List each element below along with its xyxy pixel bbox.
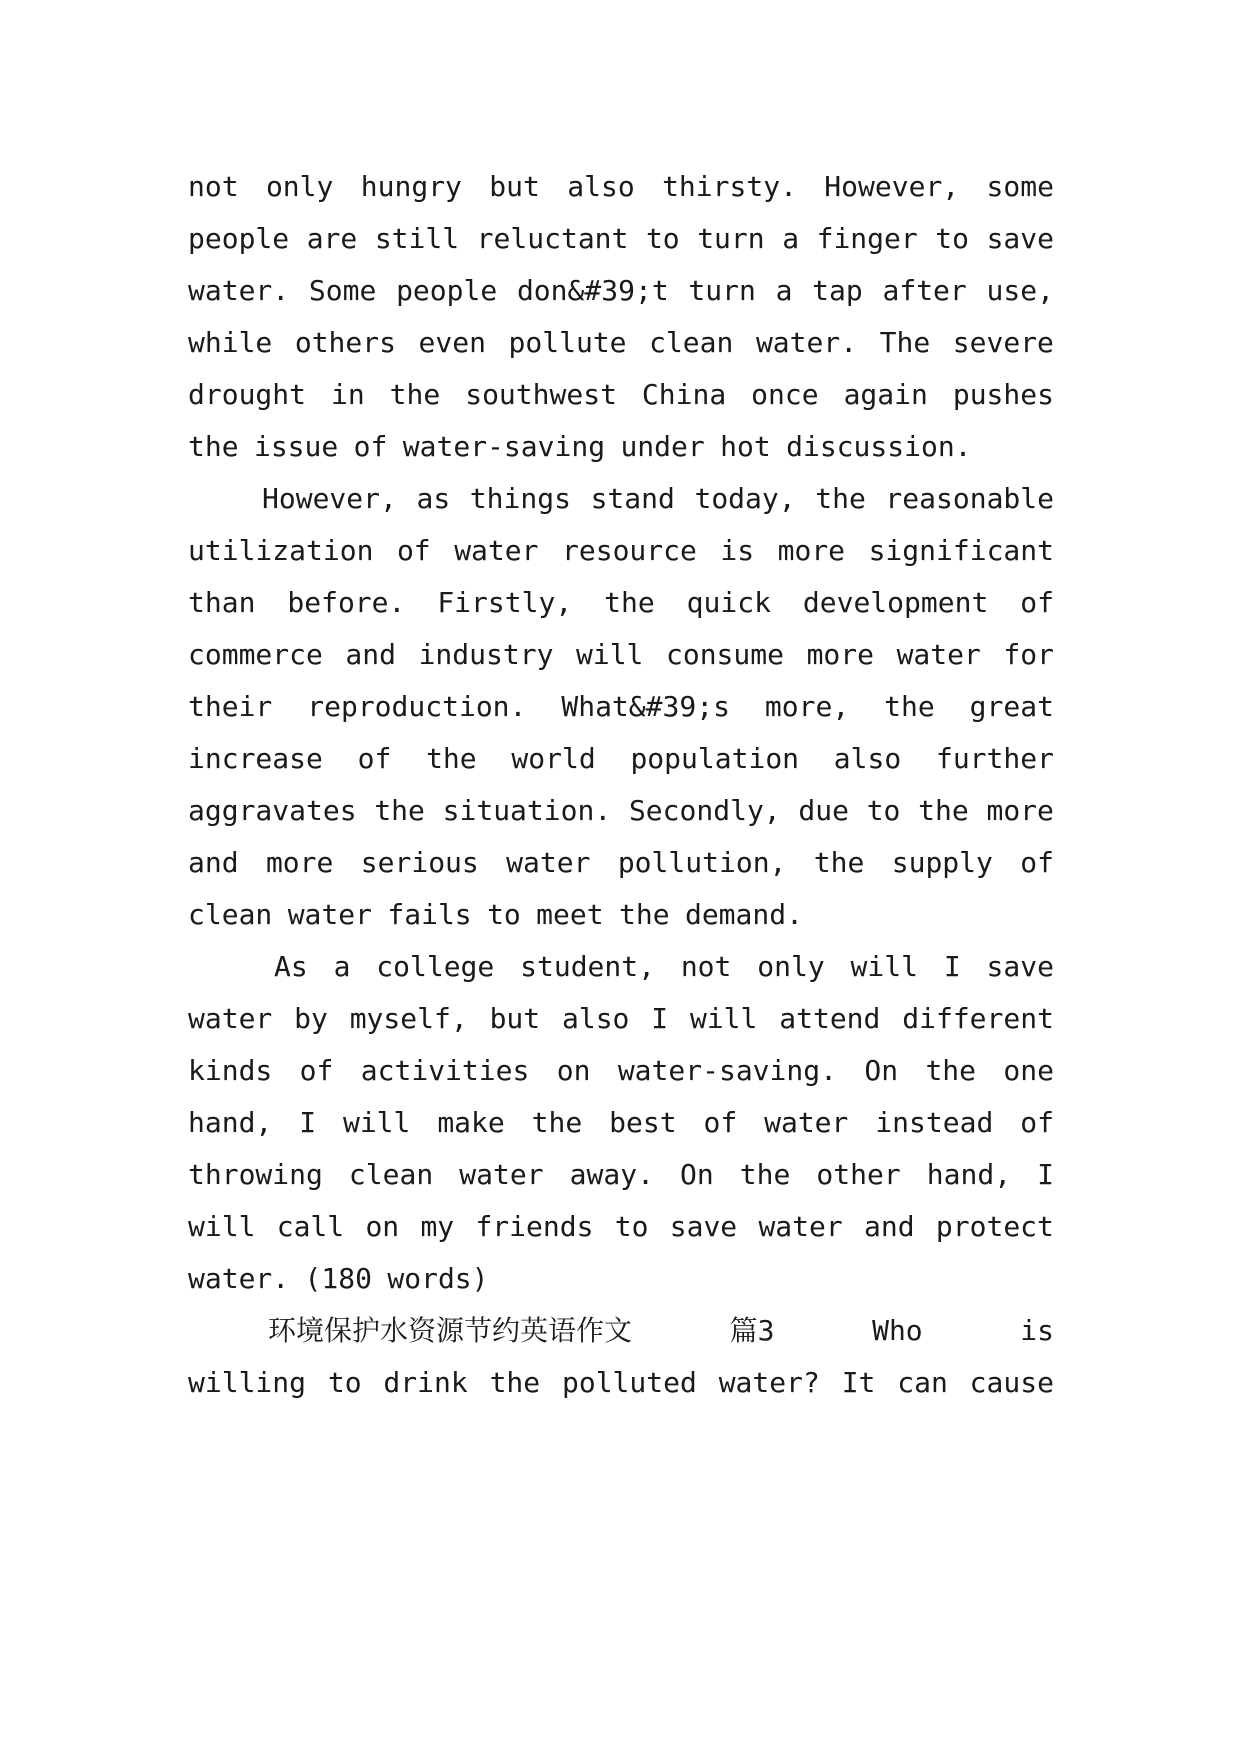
- word: the: [531, 1106, 583, 1139]
- word: due: [798, 794, 849, 827]
- word: only: [757, 950, 825, 983]
- text-line: [188, 1259, 1054, 1299]
- word: However,: [262, 482, 397, 515]
- word: water-saving: [402, 430, 606, 463]
- word: development: [802, 586, 989, 619]
- word: water: [764, 1106, 849, 1139]
- word: the: [884, 690, 935, 723]
- word: water: [188, 1002, 273, 1035]
- word: the: [188, 430, 239, 463]
- word: kinds: [188, 1054, 273, 1087]
- word: It: [841, 1366, 876, 1399]
- word: are: [306, 222, 358, 255]
- text-line: [274, 947, 1054, 987]
- word: aggravates: [188, 794, 357, 827]
- word: once: [751, 378, 819, 411]
- word: call: [276, 1210, 345, 1243]
- word: save: [669, 1210, 738, 1243]
- word: stand: [590, 482, 675, 515]
- word: will: [689, 1002, 758, 1035]
- word: clean: [188, 898, 273, 931]
- word: As: [274, 950, 308, 983]
- word: of: [1020, 586, 1054, 619]
- word: for: [1003, 638, 1054, 671]
- word: (180: [304, 1262, 372, 1295]
- word: others: [294, 326, 396, 359]
- word: a: [333, 950, 351, 983]
- word: hot: [720, 430, 771, 463]
- word: is: [1020, 1314, 1054, 1347]
- word: also: [833, 742, 902, 775]
- text-line: [188, 427, 1054, 467]
- word: demand.: [684, 898, 803, 931]
- word: the: [374, 794, 425, 827]
- word: save: [986, 222, 1054, 255]
- word: southwest: [465, 378, 617, 411]
- word: more: [777, 534, 846, 567]
- word: population: [630, 742, 800, 775]
- word: further: [935, 742, 1054, 775]
- word: great: [969, 690, 1054, 723]
- word: I: [651, 1002, 669, 1035]
- word: not: [188, 170, 239, 203]
- word: I: [1037, 1158, 1054, 1191]
- word: situation.: [442, 794, 612, 827]
- word: finger: [816, 222, 918, 255]
- word: and: [188, 846, 239, 879]
- word: of: [1020, 1106, 1054, 1139]
- word: turn: [697, 222, 765, 255]
- word: serious: [360, 846, 479, 879]
- word: cause: [969, 1366, 1054, 1399]
- word: of: [396, 534, 431, 567]
- word: China: [641, 378, 727, 411]
- text-line: [188, 219, 1054, 259]
- word: than: [188, 586, 256, 619]
- word: the: [426, 742, 477, 775]
- word: the: [815, 482, 866, 515]
- word: save: [986, 950, 1054, 983]
- word: pollution,: [617, 846, 787, 879]
- word: before.: [287, 586, 406, 619]
- word: the: [604, 586, 655, 619]
- word: water: [459, 1158, 544, 1191]
- text-line: [188, 375, 1054, 415]
- word: but: [489, 170, 540, 203]
- text-line: [188, 1051, 1054, 1091]
- word: The: [879, 326, 931, 359]
- word: resource: [562, 534, 697, 567]
- word: also: [567, 170, 635, 203]
- word: myself,: [349, 1002, 468, 1035]
- word: to: [614, 1210, 649, 1243]
- word: can: [897, 1366, 948, 1399]
- word: but: [489, 1002, 541, 1035]
- word: student,: [520, 950, 655, 983]
- word: the: [619, 898, 670, 931]
- word: reasonable: [885, 482, 1054, 515]
- word: Some: [308, 274, 377, 307]
- word: I: [943, 950, 961, 983]
- word: water.: [188, 274, 290, 307]
- word: words): [387, 1262, 489, 1295]
- word: of: [353, 430, 388, 463]
- word: water: [454, 534, 539, 567]
- word: will: [342, 1106, 411, 1139]
- word: issue: [253, 430, 339, 463]
- word: 篇3: [729, 1314, 775, 1347]
- word: On: [680, 1158, 714, 1191]
- word: clean: [348, 1158, 434, 1191]
- word: more: [806, 638, 874, 671]
- word: one: [1003, 1054, 1054, 1087]
- word: clean: [649, 326, 734, 359]
- word: hand,: [926, 1158, 1012, 1191]
- word: and: [864, 1210, 915, 1243]
- word: of: [357, 742, 392, 775]
- text-line: [188, 1207, 1054, 1247]
- word: However,: [824, 170, 960, 203]
- word: to: [327, 1366, 362, 1399]
- word: water: [896, 638, 981, 671]
- word: by: [294, 1002, 328, 1035]
- word: water.: [188, 1262, 290, 1295]
- word: significant: [868, 534, 1054, 567]
- word: more: [986, 794, 1054, 827]
- text-line: [188, 895, 1054, 935]
- word: thirsty.: [662, 170, 797, 203]
- word: on: [365, 1210, 400, 1243]
- word: some: [986, 170, 1054, 203]
- word: Who: [872, 1314, 923, 1347]
- word: On: [864, 1054, 899, 1087]
- word: attend: [779, 1002, 881, 1035]
- word: other: [816, 1158, 901, 1191]
- word: away.: [569, 1158, 654, 1191]
- heading-line: [268, 1311, 1054, 1351]
- word: on: [556, 1054, 591, 1087]
- word: protect: [935, 1210, 1054, 1243]
- word: world: [511, 742, 596, 775]
- word: discussion.: [786, 430, 972, 463]
- word: still: [374, 222, 460, 255]
- word: will: [850, 950, 918, 983]
- word: things: [469, 482, 571, 515]
- word: tap: [812, 274, 863, 307]
- text-line: [188, 999, 1054, 1039]
- word: supply: [891, 846, 993, 879]
- word: throwing: [188, 1158, 323, 1191]
- word: and: [345, 638, 396, 671]
- word: the: [489, 1366, 541, 1399]
- word: quick: [686, 586, 771, 619]
- word: reluctant: [476, 222, 629, 255]
- word: drink: [383, 1366, 468, 1399]
- word: of: [1020, 846, 1054, 879]
- word: people: [188, 222, 290, 255]
- word: the: [739, 1158, 791, 1191]
- word: water.: [755, 326, 858, 359]
- word: water: [506, 846, 591, 879]
- word: of: [703, 1106, 738, 1139]
- word: use,: [986, 274, 1054, 307]
- word: the: [813, 846, 865, 879]
- word: make: [437, 1106, 505, 1139]
- word: drought: [188, 378, 307, 411]
- word: What&#39;s: [561, 690, 730, 723]
- word: under: [620, 430, 705, 463]
- word: I: [299, 1106, 317, 1139]
- word: my: [420, 1210, 455, 1243]
- word: will: [188, 1210, 256, 1243]
- word: water?: [718, 1366, 820, 1399]
- text-line: [188, 1363, 1054, 1403]
- text-line: [188, 843, 1054, 883]
- word: friends: [475, 1210, 594, 1243]
- word: more,: [764, 690, 850, 723]
- word: today,: [694, 482, 796, 515]
- word: only: [265, 170, 334, 203]
- word: increase: [188, 742, 323, 775]
- word: will: [575, 638, 644, 671]
- word: not: [680, 950, 732, 983]
- text-line: [188, 323, 1054, 363]
- word: pushes: [952, 378, 1054, 411]
- word: after: [882, 274, 967, 307]
- word: as: [416, 482, 451, 515]
- text-line: [188, 635, 1054, 675]
- word: 环境保护水资源节约英语作文: [268, 1314, 633, 1347]
- word: people: [396, 274, 498, 307]
- word: Secondly,: [628, 794, 781, 827]
- word: more: [265, 846, 334, 879]
- word: their: [188, 690, 273, 723]
- text-line: [188, 531, 1054, 571]
- word: is: [720, 534, 755, 567]
- text-line: [188, 739, 1054, 779]
- word: activities: [360, 1054, 530, 1087]
- word: reproduction.: [307, 690, 527, 723]
- word: to: [866, 794, 901, 827]
- word: to: [487, 898, 521, 931]
- word: the: [925, 1054, 977, 1087]
- text-line: [188, 271, 1054, 311]
- word: different: [902, 1002, 1054, 1035]
- word: hungry: [360, 170, 462, 203]
- word: to: [645, 222, 680, 255]
- word: best: [609, 1106, 677, 1139]
- text-line: [188, 1155, 1054, 1195]
- word: severe: [952, 326, 1054, 359]
- word: a: [782, 222, 800, 255]
- word: the: [389, 378, 441, 411]
- text-line: [188, 167, 1054, 207]
- text-line: [188, 687, 1054, 727]
- word: turn: [688, 274, 756, 307]
- word: polluted: [561, 1366, 697, 1399]
- word: water-saving.: [617, 1054, 837, 1087]
- word: willing: [188, 1366, 307, 1399]
- word: of: [299, 1054, 334, 1087]
- word: Firstly,: [437, 586, 573, 619]
- text-line: [188, 583, 1054, 623]
- text-line: [188, 791, 1054, 831]
- word: industry: [418, 638, 554, 671]
- word: a: [775, 274, 793, 307]
- word: college: [376, 950, 495, 983]
- word: also: [561, 1002, 630, 1035]
- word: don&#39;t: [516, 274, 669, 307]
- word: water: [758, 1210, 843, 1243]
- word: utilization: [188, 534, 374, 567]
- word: the: [918, 794, 969, 827]
- word: in: [330, 378, 365, 411]
- word: commerce: [188, 638, 323, 671]
- word: to: [935, 222, 970, 255]
- text-line: [188, 1103, 1054, 1143]
- text-line: [262, 479, 1054, 519]
- word: pollute: [508, 326, 627, 359]
- word: consume: [665, 638, 784, 671]
- word: hand,: [188, 1106, 273, 1139]
- word: again: [843, 378, 928, 411]
- word: fails: [387, 898, 472, 931]
- word: water: [287, 898, 372, 931]
- word: while: [188, 326, 273, 359]
- word: even: [418, 326, 486, 359]
- word: instead: [875, 1106, 994, 1139]
- word: meet: [536, 898, 604, 931]
